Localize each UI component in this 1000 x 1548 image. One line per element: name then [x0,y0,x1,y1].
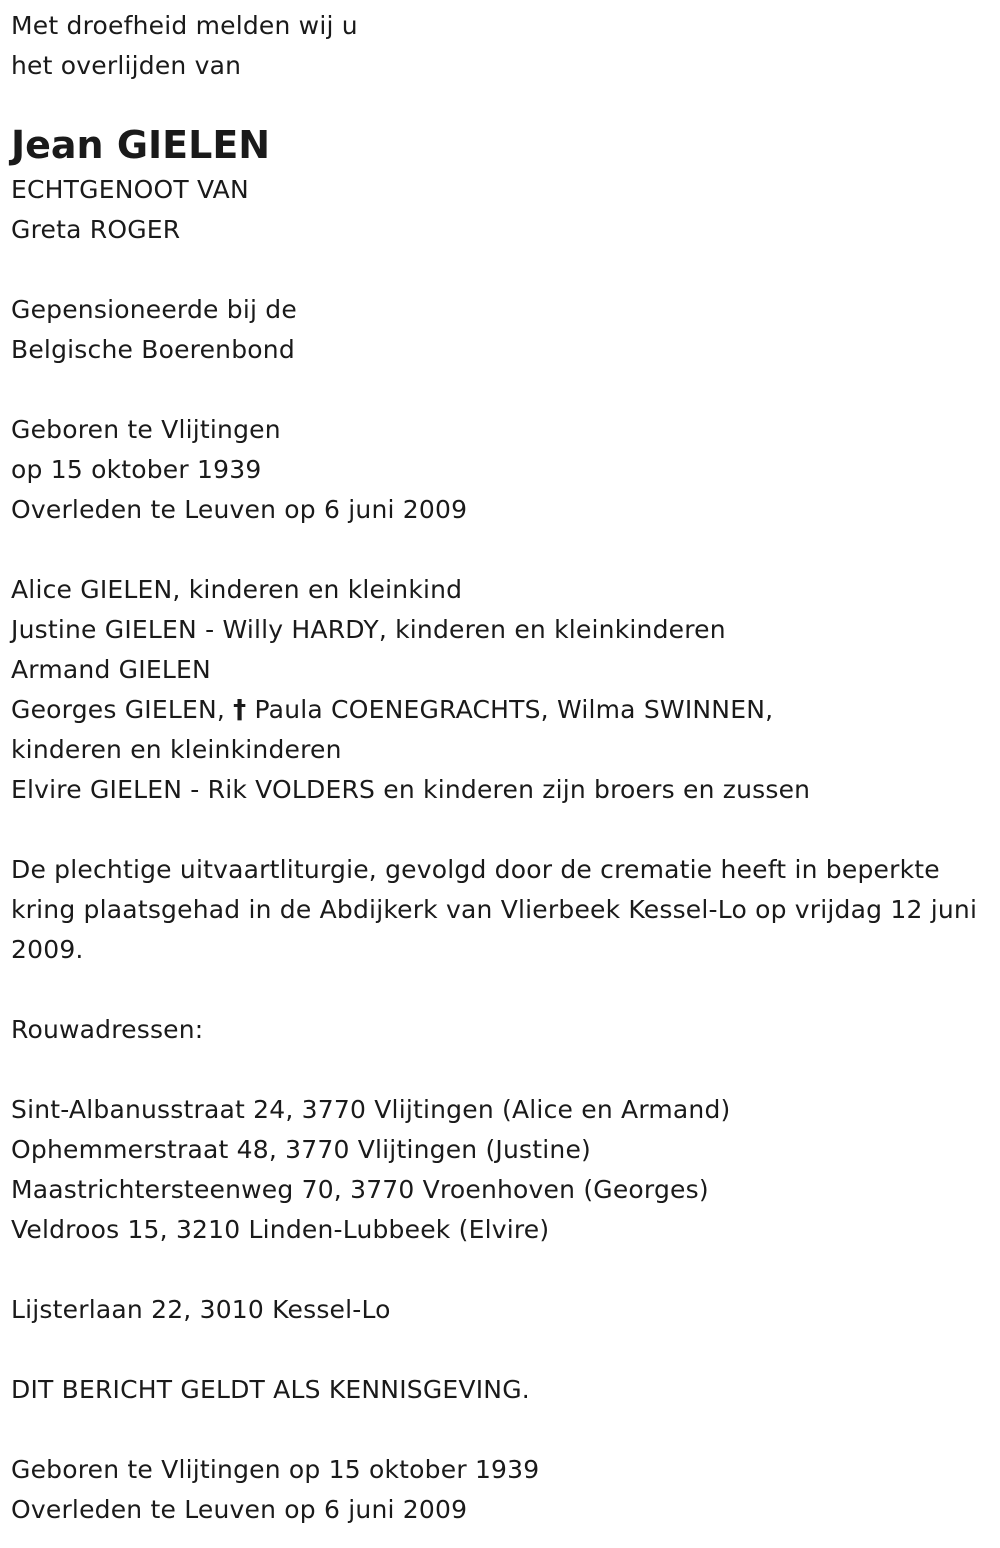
footer-born: Geboren te Vlijtingen op 15 oktober 1939 [11,1455,540,1484]
spacer [11,370,996,410]
family-line-4 [11,690,996,730]
spacer [11,86,996,122]
family-line-3: Armand GIELEN [11,655,211,684]
address-item: Sint-Albanusstraat 24, 3770 Vlijtingen (Alice en Armand) [11,1095,731,1124]
intro-line-2: het overlijden van [11,51,242,80]
spacer [11,1330,996,1370]
address-item: Ophemmerstraat 48, 3770 Vlijtingen (Justine) [11,1135,592,1164]
family-line-4-end: Paula COENEGRACHTS, Wilma SWINNEN, [246,695,774,724]
born-place: Geboren te Vlijtingen [11,415,281,444]
occupation-line-1: Gepensioneerde bij de [11,295,297,324]
born-date: op 15 oktober 1939 [11,455,262,484]
died-line: Overleden te Leuven op 6 juni 2009 [11,495,468,524]
obituary-document [11,6,996,1530]
address-item: Veldroos 15, 3210 Linden-Lubbeek (Elvire) [11,1215,550,1244]
ceremony-text: De plechtige uitvaartliturgie, gevolgd door de crematie heeft in beperkte kring plaatsgehad in de Abdijkerk van Vlierbeek Kessel-Lo op vrijdag 12 juni 2009. [11,855,978,964]
family-line-2: Justine GIELEN - Willy HARDY, kinderen en kleinkinderen [11,615,726,644]
spacer [11,1050,996,1090]
occupation-line-2: Belgische Boerenbond [11,335,295,364]
relation-label: ECHTGENOOT VAN [11,175,249,204]
family-line-4-start: Georges GIELEN, [11,695,234,724]
spacer [11,1410,996,1450]
spacer [11,530,996,570]
spacer [11,1250,996,1290]
cross-icon: † [233,695,247,725]
notice-text: DIT BERICHT GELDT ALS KENNISGEVING. [11,1375,530,1404]
spacer [11,810,996,850]
family-line-6: Elvire GIELEN - Rik VOLDERS en kinderen zijn broers en zussen [11,775,811,804]
spouse-name: Greta ROGER [11,215,181,244]
family-line-1: Alice GIELEN, kinderen en kleinkind [11,575,463,604]
footer-died: Overleden te Leuven op 6 juni 2009 [11,1495,468,1524]
addresses-heading: Rouwadressen: [11,1015,204,1044]
address-item: Maastrichtersteenweg 70, 3770 Vroenhoven (Georges) [11,1175,709,1204]
spacer [11,250,996,290]
family-line-5: kinderen en kleinkinderen [11,735,342,764]
deceased-name: Jean GIELEN [11,123,271,167]
home-address: Lijsterlaan 22, 3010 Kessel-Lo [11,1295,391,1324]
spacer [11,970,996,1010]
intro-line-1: Met droefheid melden wij u [11,11,358,40]
